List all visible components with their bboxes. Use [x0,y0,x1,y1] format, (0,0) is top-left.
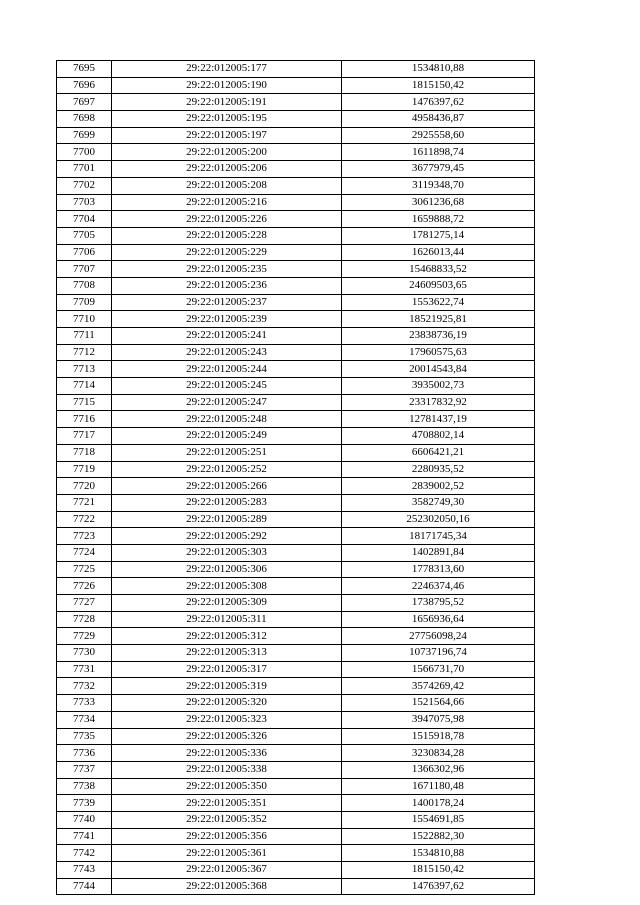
value-cell: 3061236,68 [342,194,535,211]
row-number-cell: 7713 [57,361,112,378]
table-body [57,61,535,895]
cadastral-number-cell: 29:22:012005:266 [112,478,342,495]
value-cell: 1781275,14 [342,227,535,244]
table-row [57,244,535,261]
value-cell: 1656936,64 [342,611,535,628]
row-number-cell: 7715 [57,394,112,411]
value-cell: 1366302,96 [342,761,535,778]
table-row [57,94,535,111]
value-cell: 1815150,42 [342,862,535,879]
row-number-cell: 7714 [57,378,112,395]
cadastral-number-cell: 29:22:012005:228 [112,227,342,244]
value-cell: 2280935,52 [342,461,535,478]
value-cell: 3574269,42 [342,678,535,695]
row-number-cell: 7709 [57,294,112,311]
table-row [57,828,535,845]
value-cell: 15468833,52 [342,261,535,278]
table-row [57,811,535,828]
value-cell: 2246374,46 [342,578,535,595]
cadastral-number-cell: 29:22:012005:319 [112,678,342,695]
row-number-cell: 7740 [57,811,112,828]
cadastral-number-cell: 29:22:012005:352 [112,811,342,828]
table-row [57,428,535,445]
value-cell: 4708802,14 [342,428,535,445]
table-row [57,544,535,561]
value-cell: 1671180,48 [342,778,535,795]
value-cell: 1815150,42 [342,77,535,94]
value-cell: 23838736,19 [342,328,535,345]
row-number-cell: 7739 [57,795,112,812]
table-row [57,378,535,395]
row-number-cell: 7716 [57,411,112,428]
cadastral-number-cell: 29:22:012005:356 [112,828,342,845]
table-row [57,194,535,211]
cadastral-number-cell: 29:22:012005:226 [112,211,342,228]
row-number-cell: 7730 [57,645,112,662]
cadastral-number-cell: 29:22:012005:289 [112,511,342,528]
value-cell: 18521925,81 [342,311,535,328]
value-cell: 18171745,34 [342,528,535,545]
row-number-cell: 7697 [57,94,112,111]
table-row [57,695,535,712]
cadastral-number-cell: 29:22:012005:190 [112,77,342,94]
row-number-cell: 7707 [57,261,112,278]
value-cell: 2925558,60 [342,127,535,144]
cadastral-number-cell: 29:22:012005:317 [112,661,342,678]
table-row [57,311,535,328]
table-row [57,494,535,511]
cadastral-number-cell: 29:22:012005:251 [112,444,342,461]
value-cell: 6606421,21 [342,444,535,461]
cadastral-number-cell: 29:22:012005:308 [112,578,342,595]
table-row [57,344,535,361]
row-number-cell: 7705 [57,227,112,244]
value-cell: 1476397,62 [342,878,535,895]
value-cell: 3935002,73 [342,378,535,395]
row-number-cell: 7738 [57,778,112,795]
row-number-cell: 7698 [57,111,112,128]
table-row [57,678,535,695]
table-row [57,645,535,662]
row-number-cell: 7731 [57,661,112,678]
cadastral-number-cell: 29:22:012005:229 [112,244,342,261]
cadastral-number-cell: 29:22:012005:237 [112,294,342,311]
cadastral-number-cell: 29:22:012005:252 [112,461,342,478]
row-number-cell: 7695 [57,61,112,78]
value-cell: 1515918,78 [342,728,535,745]
row-number-cell: 7706 [57,244,112,261]
table-row [57,661,535,678]
value-cell: 1554691,85 [342,811,535,828]
row-number-cell: 7734 [57,711,112,728]
value-cell: 24609503,65 [342,277,535,294]
row-number-cell: 7696 [57,77,112,94]
cadastral-number-cell: 29:22:012005:200 [112,144,342,161]
table-row [57,211,535,228]
value-cell: 1611898,74 [342,144,535,161]
cadastral-number-cell: 29:22:012005:367 [112,862,342,879]
value-cell: 1626013,44 [342,244,535,261]
table-row [57,277,535,294]
value-cell: 10737196,74 [342,645,535,662]
cadastral-number-cell: 29:22:012005:236 [112,277,342,294]
table-row [57,611,535,628]
cadastral-number-cell: 29:22:012005:197 [112,127,342,144]
cadastral-number-cell: 29:22:012005:336 [112,745,342,762]
table-row [57,444,535,461]
cadastral-number-cell: 29:22:012005:323 [112,711,342,728]
table-row [57,878,535,895]
row-number-cell: 7735 [57,728,112,745]
cadastral-number-cell: 29:22:012005:303 [112,544,342,561]
value-cell: 1522882,30 [342,828,535,845]
table-row [57,411,535,428]
cadastral-number-cell: 29:22:012005:351 [112,795,342,812]
cadastral-number-cell: 29:22:012005:312 [112,628,342,645]
table-row [57,511,535,528]
table-row [57,261,535,278]
table-row [57,778,535,795]
value-cell: 12781437,19 [342,411,535,428]
table-row [57,561,535,578]
table-row [57,394,535,411]
cadastral-number-cell: 29:22:012005:177 [112,61,342,78]
cadastral-value-table [56,60,535,895]
table-row [57,628,535,645]
row-number-cell: 7724 [57,544,112,561]
table-row [57,177,535,194]
value-cell: 17960575,63 [342,344,535,361]
row-number-cell: 7711 [57,328,112,345]
row-number-cell: 7732 [57,678,112,695]
value-cell: 3119348,70 [342,177,535,194]
value-cell: 1778313,60 [342,561,535,578]
cadastral-number-cell: 29:22:012005:244 [112,361,342,378]
cadastral-number-cell: 29:22:012005:283 [112,494,342,511]
table-row [57,761,535,778]
value-cell: 23317832,92 [342,394,535,411]
row-number-cell: 7720 [57,478,112,495]
cadastral-number-cell: 29:22:012005:206 [112,161,342,178]
table-row [57,227,535,244]
row-number-cell: 7737 [57,761,112,778]
cadastral-number-cell: 29:22:012005:320 [112,695,342,712]
value-cell: 252302050,16 [342,511,535,528]
cadastral-number-cell: 29:22:012005:248 [112,411,342,428]
cadastral-number-cell: 29:22:012005:247 [112,394,342,411]
table-row [57,728,535,745]
cadastral-number-cell: 29:22:012005:361 [112,845,342,862]
table-row [57,595,535,612]
cadastral-number-cell: 29:22:012005:216 [112,194,342,211]
table-row [57,862,535,879]
table-row [57,144,535,161]
cadastral-number-cell: 29:22:012005:309 [112,595,342,612]
row-number-cell: 7701 [57,161,112,178]
cadastral-number-cell: 29:22:012005:311 [112,611,342,628]
row-number-cell: 7722 [57,511,112,528]
value-cell: 1476397,62 [342,94,535,111]
row-number-cell: 7718 [57,444,112,461]
cadastral-number-cell: 29:22:012005:306 [112,561,342,578]
value-cell: 20014543,84 [342,361,535,378]
table-row [57,528,535,545]
table-row [57,578,535,595]
cadastral-number-cell: 29:22:012005:249 [112,428,342,445]
row-number-cell: 7742 [57,845,112,862]
table-row [57,745,535,762]
row-number-cell: 7744 [57,878,112,895]
value-cell: 1566731,70 [342,661,535,678]
value-cell: 1534810,88 [342,845,535,862]
table-row [57,795,535,812]
row-number-cell: 7700 [57,144,112,161]
cadastral-number-cell: 29:22:012005:350 [112,778,342,795]
table-row [57,127,535,144]
row-number-cell: 7725 [57,561,112,578]
row-number-cell: 7743 [57,862,112,879]
table-row [57,294,535,311]
value-cell: 1553622,74 [342,294,535,311]
value-cell: 2839002,52 [342,478,535,495]
row-number-cell: 7703 [57,194,112,211]
cadastral-number-cell: 29:22:012005:368 [112,878,342,895]
row-number-cell: 7723 [57,528,112,545]
value-cell: 1659888,72 [342,211,535,228]
cadastral-number-cell: 29:22:012005:292 [112,528,342,545]
table-row [57,161,535,178]
table-row [57,328,535,345]
value-cell: 1738795,52 [342,595,535,612]
cadastral-number-cell: 29:22:012005:338 [112,761,342,778]
table-row [57,845,535,862]
value-cell: 1534810,88 [342,61,535,78]
cadastral-number-cell: 29:22:012005:243 [112,344,342,361]
table-row [57,361,535,378]
cadastral-number-cell: 29:22:012005:245 [112,378,342,395]
value-cell: 27756098,24 [342,628,535,645]
row-number-cell: 7726 [57,578,112,595]
row-number-cell: 7727 [57,595,112,612]
row-number-cell: 7702 [57,177,112,194]
value-cell: 3947075,98 [342,711,535,728]
row-number-cell: 7736 [57,745,112,762]
value-cell: 1521564,66 [342,695,535,712]
row-number-cell: 7729 [57,628,112,645]
value-cell: 1402891,84 [342,544,535,561]
cadastral-number-cell: 29:22:012005:191 [112,94,342,111]
table-row [57,111,535,128]
row-number-cell: 7733 [57,695,112,712]
row-number-cell: 7708 [57,277,112,294]
row-number-cell: 7719 [57,461,112,478]
cadastral-number-cell: 29:22:012005:239 [112,311,342,328]
table-row [57,61,535,78]
cadastral-number-cell: 29:22:012005:326 [112,728,342,745]
row-number-cell: 7717 [57,428,112,445]
row-number-cell: 7721 [57,494,112,511]
cadastral-number-cell: 29:22:012005:241 [112,328,342,345]
row-number-cell: 7699 [57,127,112,144]
value-cell: 3582749,30 [342,494,535,511]
table-row [57,478,535,495]
value-cell: 3230834,28 [342,745,535,762]
value-cell: 4958436,87 [342,111,535,128]
cadastral-number-cell: 29:22:012005:195 [112,111,342,128]
row-number-cell: 7741 [57,828,112,845]
table-row [57,77,535,94]
row-number-cell: 7712 [57,344,112,361]
table-row [57,711,535,728]
row-number-cell: 7704 [57,211,112,228]
row-number-cell: 7728 [57,611,112,628]
value-cell: 3677979,45 [342,161,535,178]
row-number-cell: 7710 [57,311,112,328]
cadastral-number-cell: 29:22:012005:313 [112,645,342,662]
cadastral-number-cell: 29:22:012005:208 [112,177,342,194]
cadastral-number-cell: 29:22:012005:235 [112,261,342,278]
table-row [57,461,535,478]
value-cell: 1400178,24 [342,795,535,812]
